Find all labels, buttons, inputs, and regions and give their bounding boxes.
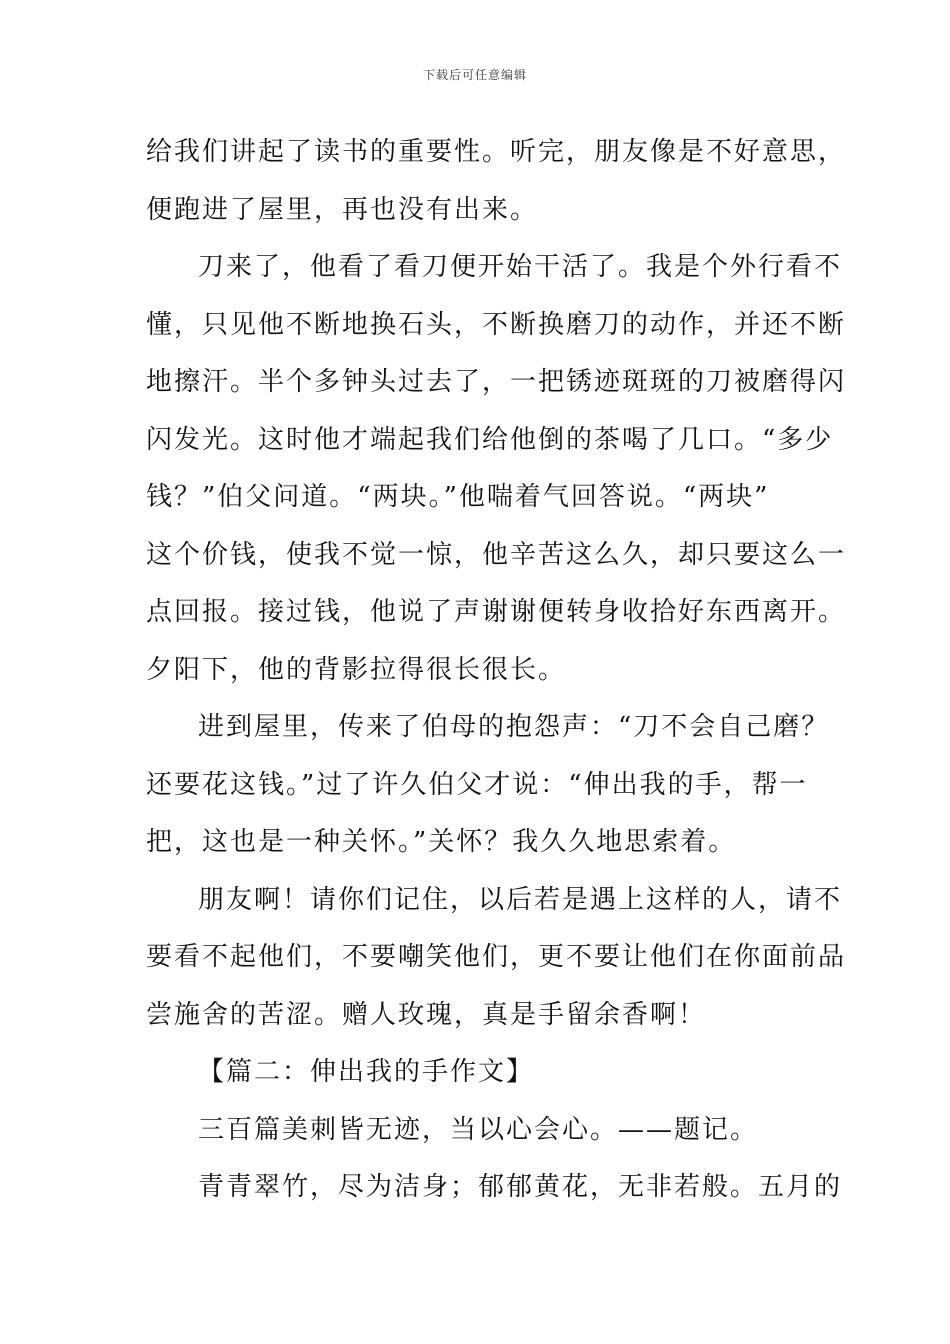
document-body xyxy=(146,124,847,1217)
paragraph-start-line: 刀来了，他看了看刀便开始干活了。我是个外行看不 xyxy=(198,252,843,282)
text-line: 便跑进了屋里，再也没有出来。 xyxy=(146,194,539,225)
section-heading: 【篇二：伸出我的手作文】 xyxy=(198,1057,535,1087)
text-line: 这个价钱，使我不觉一惊，他辛苦这么久，却只要这么一 xyxy=(146,539,847,570)
text-line: 钱？”伯父问道。“两块。”他喘着气回答说。“两块” xyxy=(146,482,770,512)
text-line: 地擦汗。半个多钟头过去了，一把锈迹斑斑的刀被磨得闪 xyxy=(146,367,847,397)
text-line: 要看不起他们，不要嘲笑他们，更不要让他们在你面前品 xyxy=(146,942,847,972)
text-line: 尝施舍的苦涩。赠人玫瑰，真是手留余香啊！ xyxy=(146,999,707,1030)
text-line: 闪发光。这时他才端起我们给他倒的茶喝了几口。“多少 xyxy=(146,424,834,455)
text-line: 夕阳下，他的背影拉得很长很长。 xyxy=(146,654,567,685)
text-line: 给我们讲起了读书的重要性。听完，朋友像是不好意思， xyxy=(146,137,847,167)
text-line: 把，这也是一种关怀。”关怀？我久久地思索着。 xyxy=(146,827,737,857)
text-line: 懂，只见他不断地换石头，不断换磨刀的动作，并还不断 xyxy=(146,309,847,340)
page-header: 下载后可任意编辑 xyxy=(422,68,527,82)
text-line: 点回报。接过钱，他说了声谢谢便转身收拾好东西离开。 xyxy=(146,597,847,627)
paragraph-start-line: 青青翠竹，尽为洁身；郁郁黄花，无非若般。五月的 xyxy=(198,1172,843,1202)
paragraph-start-line: 进到屋里，传来了伯母的抱怨声：“刀不会自己磨？ xyxy=(198,712,830,742)
paragraph-start-line: 朋友啊！请你们记住，以后若是遇上这样的人，请不 xyxy=(198,884,843,915)
epigraph-line: 三百篇美刺皆无迹，当以心会心。——题记。 xyxy=(198,1114,759,1145)
text-line: 还要花这钱。”过了许久伯父才说：“伸出我的手，帮一 xyxy=(146,769,808,800)
